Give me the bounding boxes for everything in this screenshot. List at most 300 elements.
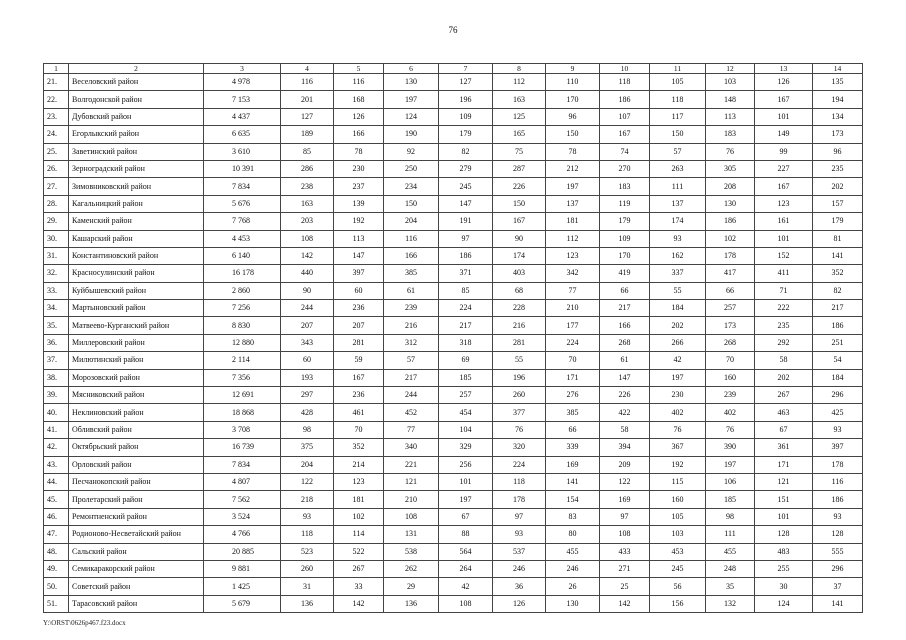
month-value-cell: 151 [755,491,813,508]
month-value-cell: 185 [706,491,755,508]
month-value-cell: 130 [384,74,439,91]
month-value-cell: 390 [706,439,755,456]
district-name-cell: Морозовский район [69,369,204,386]
column-number: 2 [69,64,204,74]
month-value-cell: 186 [706,213,755,230]
month-value-cell: 147 [334,247,384,264]
month-value-cell: 204 [384,213,439,230]
month-value-cell: 260 [493,387,546,404]
month-value-cell: 256 [439,456,493,473]
month-value-cell: 168 [334,91,384,108]
month-value-cell: 251 [813,334,863,351]
month-value-cell: 55 [650,282,706,299]
total-value-cell: 5 676 [204,195,281,212]
month-value-cell: 183 [706,126,755,143]
district-name-cell: Мартыновский район [69,300,204,317]
month-value-cell: 239 [384,300,439,317]
month-value-cell: 385 [384,265,439,282]
month-value-cell: 377 [493,404,546,421]
month-value-cell: 123 [334,473,384,490]
month-value-cell: 166 [600,317,650,334]
month-value-cell: 197 [706,456,755,473]
month-value-cell: 170 [600,247,650,264]
month-value-cell: 340 [384,439,439,456]
month-value-cell: 371 [439,265,493,282]
row-number-cell: 40. [44,404,69,421]
month-value-cell: 239 [706,387,755,404]
month-value-cell: 453 [650,543,706,560]
month-value-cell: 287 [493,160,546,177]
district-name-cell: Красносулинский район [69,265,204,282]
row-number-cell: 50. [44,578,69,595]
total-value-cell: 7 356 [204,369,281,386]
month-value-cell: 82 [813,282,863,299]
month-value-cell: 117 [650,108,706,125]
month-value-cell: 217 [600,300,650,317]
month-value-cell: 25 [600,578,650,595]
row-number-cell: 28. [44,195,69,212]
total-value-cell: 6 140 [204,247,281,264]
month-value-cell: 93 [813,508,863,525]
row-number-cell: 51. [44,595,69,612]
table-row [44,247,863,264]
month-value-cell: 36 [493,578,546,595]
month-value-cell: 116 [334,74,384,91]
data-table [43,63,863,613]
month-value-cell: 174 [493,247,546,264]
month-value-cell: 26 [546,578,600,595]
month-value-cell: 228 [493,300,546,317]
total-value-cell: 4 978 [204,74,281,91]
month-value-cell: 454 [439,404,493,421]
month-value-cell: 106 [706,473,755,490]
month-value-cell: 181 [546,213,600,230]
month-value-cell: 68 [493,282,546,299]
month-value-cell: 342 [546,265,600,282]
month-value-cell: 137 [650,195,706,212]
month-value-cell: 250 [384,160,439,177]
month-value-cell: 186 [813,491,863,508]
month-value-cell: 263 [650,160,706,177]
month-value-cell: 402 [650,404,706,421]
month-value-cell: 112 [493,74,546,91]
month-value-cell: 57 [384,352,439,369]
district-name-cell: Родионово-Несветайский район [69,526,204,543]
table-row [44,543,863,560]
column-number: 3 [204,64,281,74]
month-value-cell: 191 [439,213,493,230]
total-value-cell: 7 153 [204,91,281,108]
district-name-cell: Тарасовский район [69,595,204,612]
month-value-cell: 210 [546,300,600,317]
row-number-cell: 24. [44,126,69,143]
row-number-cell: 46. [44,508,69,525]
month-value-cell: 113 [706,108,755,125]
month-value-cell: 422 [600,404,650,421]
month-value-cell: 455 [546,543,600,560]
column-number: 1 [44,64,69,74]
month-value-cell: 238 [281,178,334,195]
month-value-cell: 171 [755,456,813,473]
month-value-cell: 112 [546,230,600,247]
month-value-cell: 134 [813,108,863,125]
month-value-cell: 292 [755,334,813,351]
table-row [44,508,863,525]
month-value-cell: 60 [334,282,384,299]
month-value-cell: 312 [384,334,439,351]
total-value-cell: 2 114 [204,352,281,369]
month-value-cell: 81 [813,230,863,247]
month-value-cell: 78 [334,143,384,160]
month-value-cell: 201 [281,91,334,108]
total-value-cell: 2 860 [204,282,281,299]
month-value-cell: 82 [439,143,493,160]
month-value-cell: 160 [706,369,755,386]
month-value-cell: 352 [813,265,863,282]
month-value-cell: 538 [384,543,439,560]
month-value-cell: 186 [439,247,493,264]
month-value-cell: 93 [813,421,863,438]
month-value-cell: 126 [334,108,384,125]
month-value-cell: 61 [600,352,650,369]
month-value-cell: 207 [281,317,334,334]
row-number-cell: 43. [44,456,69,473]
row-number-cell: 34. [44,300,69,317]
column-number: 6 [384,64,439,74]
column-number: 4 [281,64,334,74]
month-value-cell: 522 [334,543,384,560]
month-value-cell: 246 [546,560,600,577]
month-value-cell: 127 [281,108,334,125]
month-value-cell: 361 [755,439,813,456]
row-number-cell: 22. [44,91,69,108]
month-value-cell: 183 [600,178,650,195]
month-value-cell: 184 [650,300,706,317]
month-value-cell: 227 [755,160,813,177]
month-value-cell: 157 [813,195,863,212]
month-value-cell: 403 [493,265,546,282]
month-value-cell: 70 [546,352,600,369]
month-value-cell: 76 [493,421,546,438]
month-value-cell: 152 [755,247,813,264]
column-number: 13 [755,64,813,74]
table-row [44,282,863,299]
month-value-cell: 276 [546,387,600,404]
district-name-cell: Матвеево-Курганский район [69,317,204,334]
month-value-cell: 98 [281,421,334,438]
table-body [44,64,863,613]
month-value-cell: 181 [334,491,384,508]
month-value-cell: 246 [493,560,546,577]
month-value-cell: 170 [546,91,600,108]
month-value-cell: 80 [546,526,600,543]
month-value-cell: 218 [281,491,334,508]
month-value-cell: 161 [755,213,813,230]
row-number-cell: 37. [44,352,69,369]
month-value-cell: 29 [384,578,439,595]
month-value-cell: 167 [334,369,384,386]
month-value-cell: 235 [813,160,863,177]
month-value-cell: 226 [493,178,546,195]
month-value-cell: 130 [706,195,755,212]
month-value-cell: 268 [600,334,650,351]
month-value-cell: 197 [439,491,493,508]
month-value-cell: 128 [813,526,863,543]
month-value-cell: 367 [650,439,706,456]
table-row [44,160,863,177]
month-value-cell: 461 [334,404,384,421]
month-value-cell: 56 [650,578,706,595]
total-value-cell: 7 256 [204,300,281,317]
month-value-cell: 118 [650,91,706,108]
month-value-cell: 150 [650,126,706,143]
total-value-cell: 4 807 [204,473,281,490]
row-number-cell: 49. [44,560,69,577]
district-name-cell: Волгодонской район [69,91,204,108]
total-value-cell: 4 453 [204,230,281,247]
district-name-cell: Сальский район [69,543,204,560]
month-value-cell: 190 [384,126,439,143]
total-value-cell: 9 881 [204,560,281,577]
month-value-cell: 385 [546,404,600,421]
district-name-cell: Зерноградский район [69,160,204,177]
month-value-cell: 255 [755,560,813,577]
month-value-cell: 57 [650,143,706,160]
month-value-cell: 85 [439,282,493,299]
district-name-cell: Миллеровский район [69,334,204,351]
month-value-cell: 411 [755,265,813,282]
month-value-cell: 208 [706,178,755,195]
month-value-cell: 173 [706,317,755,334]
district-name-cell: Милютинский район [69,352,204,369]
district-name-cell: Зимовниковский район [69,178,204,195]
month-value-cell: 537 [493,543,546,560]
month-value-cell: 141 [813,595,863,612]
month-value-cell: 66 [600,282,650,299]
row-number-cell: 38. [44,369,69,386]
month-value-cell: 141 [813,247,863,264]
month-value-cell: 248 [706,560,755,577]
month-value-cell: 118 [600,74,650,91]
month-value-cell: 115 [650,473,706,490]
row-number-cell: 33. [44,282,69,299]
month-value-cell: 59 [334,352,384,369]
month-value-cell: 234 [384,178,439,195]
month-value-cell: 118 [281,526,334,543]
row-number-cell: 35. [44,317,69,334]
month-value-cell: 428 [281,404,334,421]
month-value-cell: 337 [650,265,706,282]
month-value-cell: 122 [281,473,334,490]
row-number-cell: 27. [44,178,69,195]
total-value-cell: 8 830 [204,317,281,334]
district-name-cell: Куйбышевский район [69,282,204,299]
month-value-cell: 230 [334,160,384,177]
table-row [44,178,863,195]
month-value-cell: 98 [706,508,755,525]
month-value-cell: 66 [706,282,755,299]
month-value-cell: 116 [813,473,863,490]
district-name-cell: Дубовский район [69,108,204,125]
month-value-cell: 463 [755,404,813,421]
month-value-cell: 192 [650,456,706,473]
month-value-cell: 150 [546,126,600,143]
month-value-cell: 103 [650,526,706,543]
month-value-cell: 108 [439,595,493,612]
table-row [44,439,863,456]
row-number-cell: 26. [44,160,69,177]
month-value-cell: 217 [384,369,439,386]
month-value-cell: 210 [384,491,439,508]
column-number: 9 [546,64,600,74]
column-number-row [44,64,863,74]
table-row [44,195,863,212]
table-row [44,74,863,91]
month-value-cell: 156 [650,595,706,612]
month-value-cell: 236 [334,300,384,317]
month-value-cell: 268 [706,334,755,351]
month-value-cell: 102 [334,508,384,525]
table-row [44,404,863,421]
total-value-cell: 4 766 [204,526,281,543]
row-number-cell: 44. [44,473,69,490]
month-value-cell: 179 [813,213,863,230]
total-value-cell: 1 425 [204,578,281,595]
month-value-cell: 142 [600,595,650,612]
month-value-cell: 142 [281,247,334,264]
month-value-cell: 109 [600,230,650,247]
table-row [44,578,863,595]
footer-file-path: Y:\ORST\0626p467.f23.docx [43,619,126,627]
total-value-cell: 3 610 [204,143,281,160]
table-row [44,300,863,317]
month-value-cell: 165 [493,126,546,143]
month-value-cell: 74 [600,143,650,160]
table-row [44,456,863,473]
month-value-cell: 92 [384,143,439,160]
month-value-cell: 216 [493,317,546,334]
month-value-cell: 216 [384,317,439,334]
month-value-cell: 184 [813,369,863,386]
month-value-cell: 147 [600,369,650,386]
month-value-cell: 394 [600,439,650,456]
month-value-cell: 212 [546,160,600,177]
month-value-cell: 102 [706,230,755,247]
month-value-cell: 99 [755,143,813,160]
month-value-cell: 197 [384,91,439,108]
month-value-cell: 105 [650,74,706,91]
month-value-cell: 279 [439,160,493,177]
month-value-cell: 235 [755,317,813,334]
district-name-cell: Советский район [69,578,204,595]
month-value-cell: 320 [493,439,546,456]
month-value-cell: 96 [813,143,863,160]
month-value-cell: 135 [813,74,863,91]
month-value-cell: 76 [706,143,755,160]
month-value-cell: 126 [755,74,813,91]
month-value-cell: 169 [600,491,650,508]
month-value-cell: 77 [384,421,439,438]
table-row [44,213,863,230]
month-value-cell: 196 [439,91,493,108]
month-value-cell: 97 [600,508,650,525]
month-value-cell: 96 [546,108,600,125]
total-value-cell: 16 178 [204,265,281,282]
month-value-cell: 58 [755,352,813,369]
table-row [44,473,863,490]
table-row [44,108,863,125]
month-value-cell: 141 [546,473,600,490]
month-value-cell: 171 [546,369,600,386]
district-name-cell: Константиновский район [69,247,204,264]
month-value-cell: 197 [546,178,600,195]
month-value-cell: 31 [281,578,334,595]
total-value-cell: 7 834 [204,178,281,195]
row-number-cell: 36. [44,334,69,351]
month-value-cell: 417 [706,265,755,282]
month-value-cell: 125 [493,108,546,125]
month-value-cell: 222 [755,300,813,317]
month-value-cell: 123 [546,247,600,264]
month-value-cell: 189 [281,126,334,143]
district-name-cell: Обливский район [69,421,204,438]
month-value-cell: 116 [384,230,439,247]
district-name-cell: Песчанокопский район [69,473,204,490]
month-value-cell: 202 [650,317,706,334]
district-name-cell: Заветинский район [69,143,204,160]
page-number: 76 [448,25,458,35]
row-number-cell: 48. [44,543,69,560]
row-number-cell: 30. [44,230,69,247]
month-value-cell: 339 [546,439,600,456]
month-value-cell: 179 [600,213,650,230]
month-value-cell: 352 [334,439,384,456]
month-value-cell: 267 [755,387,813,404]
month-value-cell: 169 [546,456,600,473]
table-row [44,595,863,612]
month-value-cell: 270 [600,160,650,177]
month-value-cell: 202 [813,178,863,195]
column-number: 10 [600,64,650,74]
month-value-cell: 101 [755,508,813,525]
month-value-cell: 160 [650,491,706,508]
month-value-cell: 226 [600,387,650,404]
month-value-cell: 207 [334,317,384,334]
table-row [44,421,863,438]
month-value-cell: 266 [650,334,706,351]
month-value-cell: 154 [546,491,600,508]
month-value-cell: 425 [813,404,863,421]
month-value-cell: 108 [281,230,334,247]
district-name-cell: Ремонтненский район [69,508,204,525]
month-value-cell: 397 [813,439,863,456]
column-number: 11 [650,64,706,74]
column-number: 7 [439,64,493,74]
month-value-cell: 167 [755,178,813,195]
month-value-cell: 402 [706,404,755,421]
month-value-cell: 126 [493,595,546,612]
month-value-cell: 178 [493,491,546,508]
month-value-cell: 166 [334,126,384,143]
month-value-cell: 130 [546,595,600,612]
month-value-cell: 132 [706,595,755,612]
month-value-cell: 185 [439,369,493,386]
district-name-cell: Веселовский район [69,74,204,91]
total-value-cell: 3 708 [204,421,281,438]
month-value-cell: 93 [650,230,706,247]
month-value-cell: 179 [439,126,493,143]
month-value-cell: 61 [384,282,439,299]
